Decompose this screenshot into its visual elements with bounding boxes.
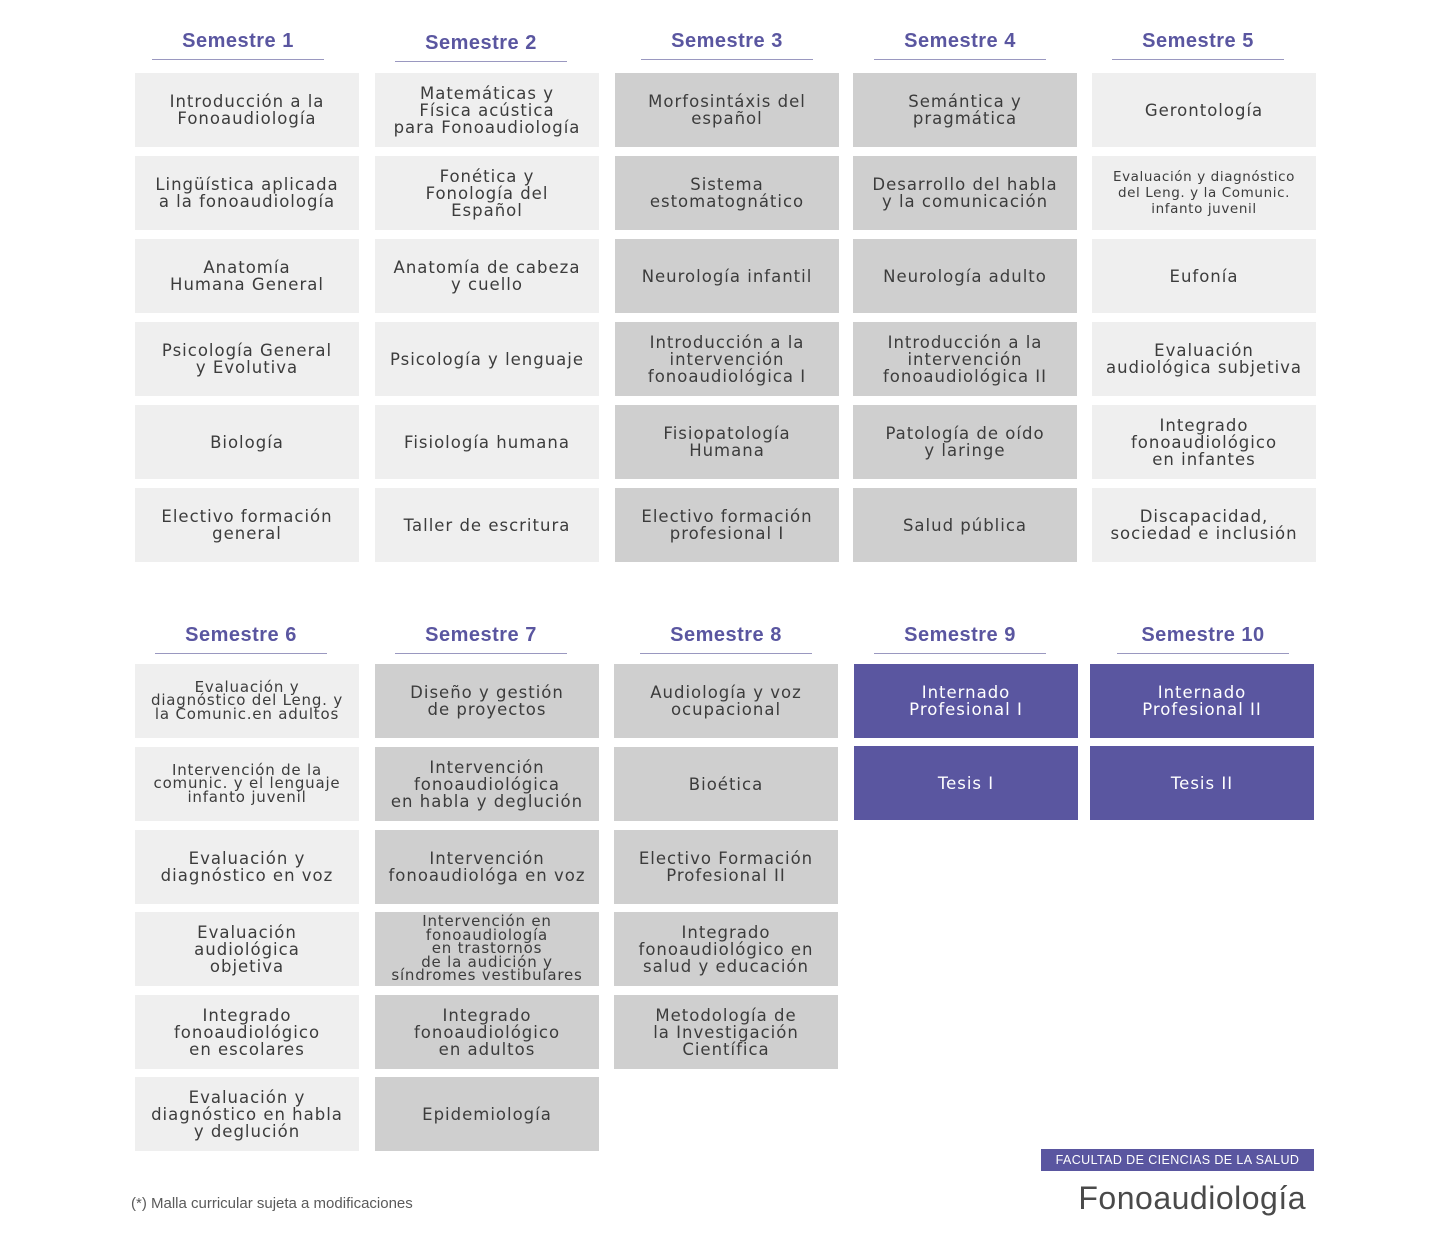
course-cell: Anatomía Humana General bbox=[135, 239, 359, 313]
course-cell: Lingüística aplicada a la fonoaudiología bbox=[135, 156, 359, 230]
course-cell: Biología bbox=[135, 405, 359, 479]
semester-header: Semestre 10 bbox=[1117, 624, 1289, 654]
course-cell: Patología de oído y laringe bbox=[853, 405, 1077, 479]
semester-header: Semestre 6 bbox=[155, 624, 327, 654]
course-cell: Audiología y voz ocupacional bbox=[614, 664, 838, 738]
course-cell: Evaluación y diagnóstico en voz bbox=[135, 830, 359, 904]
course-cell: Internado Profesional I bbox=[854, 664, 1078, 738]
course-cell: Intervención en fonoaudiología en trastornos de la audición y síndromes vestibulares bbox=[375, 912, 599, 986]
course-cell: Tesis I bbox=[854, 746, 1078, 820]
course-cell: Semántica y pragmática bbox=[853, 73, 1077, 147]
semester-header: Semestre 9 bbox=[874, 624, 1046, 654]
course-cell: Morfosintáxis del español bbox=[615, 73, 839, 147]
course-cell: Electivo Formación Profesional II bbox=[614, 830, 838, 904]
course-cell: Desarrollo del habla y la comunicación bbox=[853, 156, 1077, 230]
course-cell: Intervención fonoaudiológica en habla y deglución bbox=[375, 747, 599, 821]
semester-header: Semestre 1 bbox=[152, 30, 324, 60]
program-title: Fonoaudiología bbox=[1078, 1180, 1306, 1216]
course-cell: Integrado fonoaudiológico en infantes bbox=[1092, 405, 1316, 479]
course-cell: Introducción a la intervención fonoaudiológica I bbox=[615, 322, 839, 396]
course-cell: Epidemiología bbox=[375, 1077, 599, 1151]
course-cell: Integrado fonoaudiológico en adultos bbox=[375, 995, 599, 1069]
course-cell: Integrado fonoaudiológico en salud y educación bbox=[614, 912, 838, 986]
semester-header: Semestre 2 bbox=[395, 32, 567, 62]
footnote: (*) Malla curricular sujeta a modificaciones bbox=[131, 1195, 413, 1212]
course-cell: Introducción a la Fonoaudiología bbox=[135, 73, 359, 147]
faculty-badge: FACULTAD DE CIENCIAS DE LA SALUD bbox=[1041, 1149, 1314, 1171]
course-cell: Discapacidad, sociedad e inclusión bbox=[1092, 488, 1316, 562]
course-cell: Integrado fonoaudiológico en escolares bbox=[135, 995, 359, 1069]
course-cell: Salud pública bbox=[853, 488, 1077, 562]
course-cell: Fisiología humana bbox=[375, 405, 599, 479]
semester-header: Semestre 7 bbox=[395, 624, 567, 654]
course-cell: Matemáticas y Física acústica para Fonoaudiología bbox=[375, 73, 599, 147]
course-cell: Fonética y Fonología del Español bbox=[375, 156, 599, 230]
course-cell: Sistema estomatognático bbox=[615, 156, 839, 230]
course-cell: Eufonía bbox=[1092, 239, 1316, 313]
semester-header: Semestre 8 bbox=[640, 624, 812, 654]
course-cell: Taller de escritura bbox=[375, 488, 599, 562]
course-cell: Introducción a la intervención fonoaudiológica II bbox=[853, 322, 1077, 396]
course-cell: Evaluación y diagnóstico del Leng. y la Comunic.en adultos bbox=[135, 664, 359, 738]
course-cell: Gerontología bbox=[1092, 73, 1316, 147]
course-cell: Electivo formación profesional I bbox=[615, 488, 839, 562]
course-cell: Evaluación audiológica objetiva bbox=[135, 912, 359, 986]
course-cell: Intervención de la comunic. y el lenguaje infanto juvenil bbox=[135, 747, 359, 821]
course-cell: Evaluación audiológica subjetiva bbox=[1092, 322, 1316, 396]
course-cell: Evaluación y diagnóstico en habla y deglución bbox=[135, 1077, 359, 1151]
semester-header: Semestre 3 bbox=[641, 30, 813, 60]
course-cell: Anatomía de cabeza y cuello bbox=[375, 239, 599, 313]
course-cell: Diseño y gestión de proyectos bbox=[375, 664, 599, 738]
course-cell: Neurología infantil bbox=[615, 239, 839, 313]
course-cell: Internado Profesional II bbox=[1090, 664, 1314, 738]
course-cell: Psicología y lenguaje bbox=[375, 322, 599, 396]
course-cell: Metodología de la Investigación Científica bbox=[614, 995, 838, 1069]
semester-header: Semestre 4 bbox=[874, 30, 1046, 60]
course-cell: Intervención fonoaudiológa en voz bbox=[375, 830, 599, 904]
course-cell: Psicología General y Evolutiva bbox=[135, 322, 359, 396]
course-cell: Neurología adulto bbox=[853, 239, 1077, 313]
course-cell: Bioética bbox=[614, 747, 838, 821]
course-cell: Fisiopatología Humana bbox=[615, 405, 839, 479]
course-cell: Evaluación y diagnóstico del Leng. y la Comunic. infanto juvenil bbox=[1092, 156, 1316, 230]
semester-header: Semestre 5 bbox=[1112, 30, 1284, 60]
course-cell: Tesis II bbox=[1090, 746, 1314, 820]
course-cell: Electivo formación general bbox=[135, 488, 359, 562]
